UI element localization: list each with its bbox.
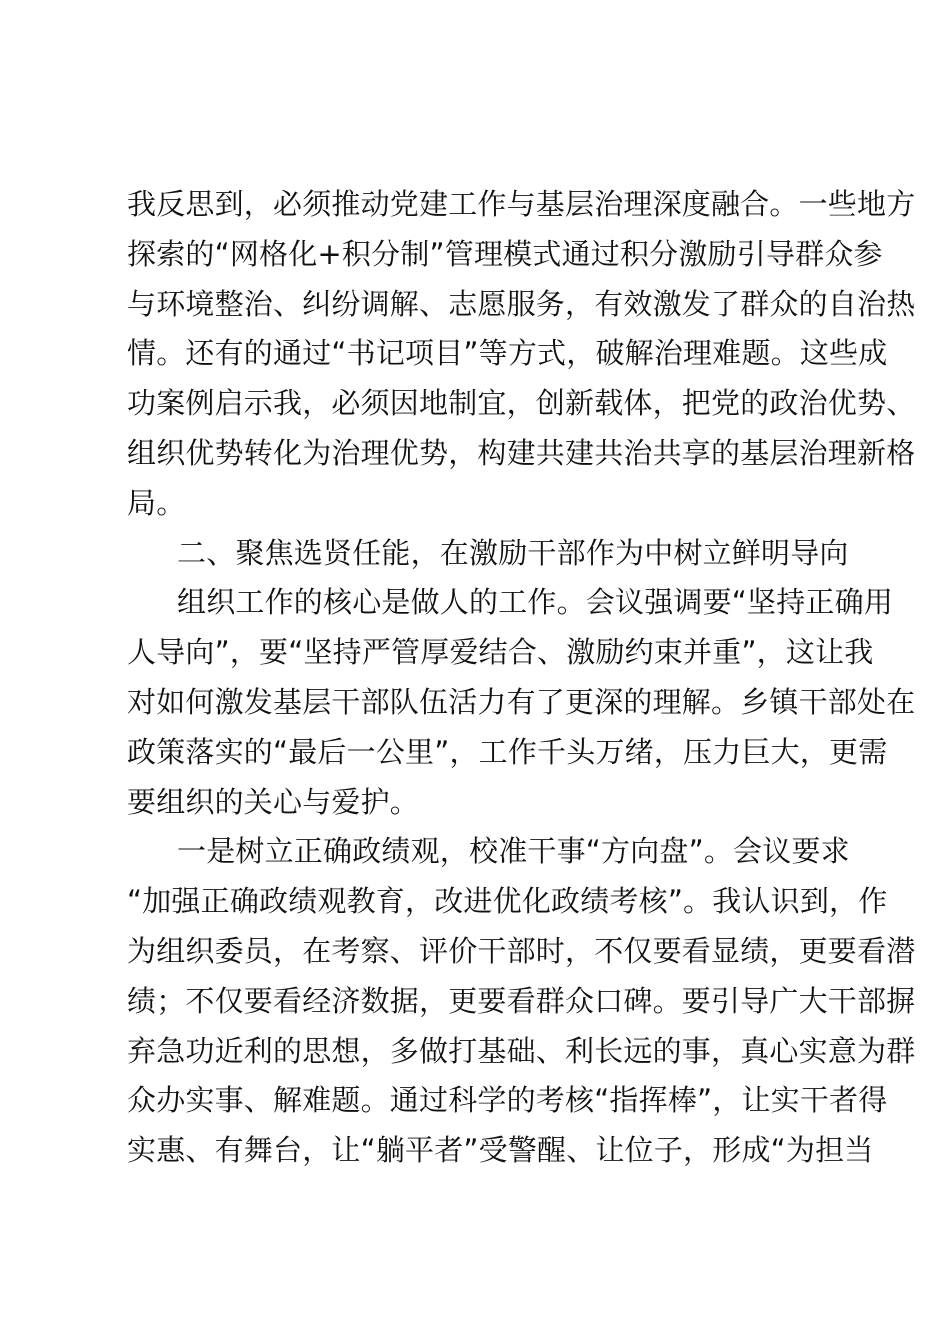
text-line: 探索的“网格化+积分制”管理模式通过积分激励引导群众参 xyxy=(127,236,883,271)
document-page xyxy=(127,180,916,1176)
text-line: 功案例启示我，必须因地制宜，创新载体，把党的政治优势、 xyxy=(127,386,916,421)
paragraph-first-line: 组织工作的核心是做人的工作。会议强调要“坚持正确用 xyxy=(177,585,894,620)
text-line: 组织优势转化为治理优势，构建共建共治共享的基层治理新格 xyxy=(127,435,916,470)
text-line: 情。还有的通过“书记项目”等方式，破解治理难题。这些成 xyxy=(127,336,888,371)
text-line: 政策落实的“最后一公里”，工作千头万绪，压力巨大，更需 xyxy=(127,734,888,769)
text-line: 我反思到，必须推动党建工作与基层治理深度融合。一些地方 xyxy=(127,187,916,221)
text-line: 对如何激发基层干部队伍活力有了更深的理解。乡镇干部处在 xyxy=(127,684,916,719)
text-line: 为组织委员，在考察、评价干部时，不仅要看显绩，更要看潜 xyxy=(127,933,916,968)
section-heading: 二、聚焦选贤任能，在激励干部作为中树立鲜明导向 xyxy=(177,535,849,570)
text-line: “加强正确政绩观教育，改进优化政绩考核”。我认识到，作 xyxy=(127,884,888,919)
text-line: 与环境整治、纠纷调解、志愿服务，有效激发了群众的自治热 xyxy=(127,286,916,321)
text-line: 要组织的关心与爱护。 xyxy=(127,784,420,819)
text-line: 人导向”，要“坚持严管厚爱结合、激励约束并重”，这让我 xyxy=(127,635,874,670)
text-line: 弃急功近利的思想，多做打基础、利长远的事，真心实意为群 xyxy=(127,1033,916,1068)
paragraph-first-line: 一是树立正确政绩观，校准干事“方向盘”。会议要求 xyxy=(177,834,850,869)
text-line: 局。 xyxy=(127,485,186,520)
text-line: 实惠、有舞台，让“躺平者”受警醒、让位子，形成“为担当 xyxy=(127,1133,874,1168)
text-line: 众办实事、解难题。通过科学的考核“指挥棒”，让实干者得 xyxy=(127,1083,888,1118)
text-line: 绩；不仅要看经济数据，更要看群众口碑。要引导广大干部摒 xyxy=(127,983,916,1018)
